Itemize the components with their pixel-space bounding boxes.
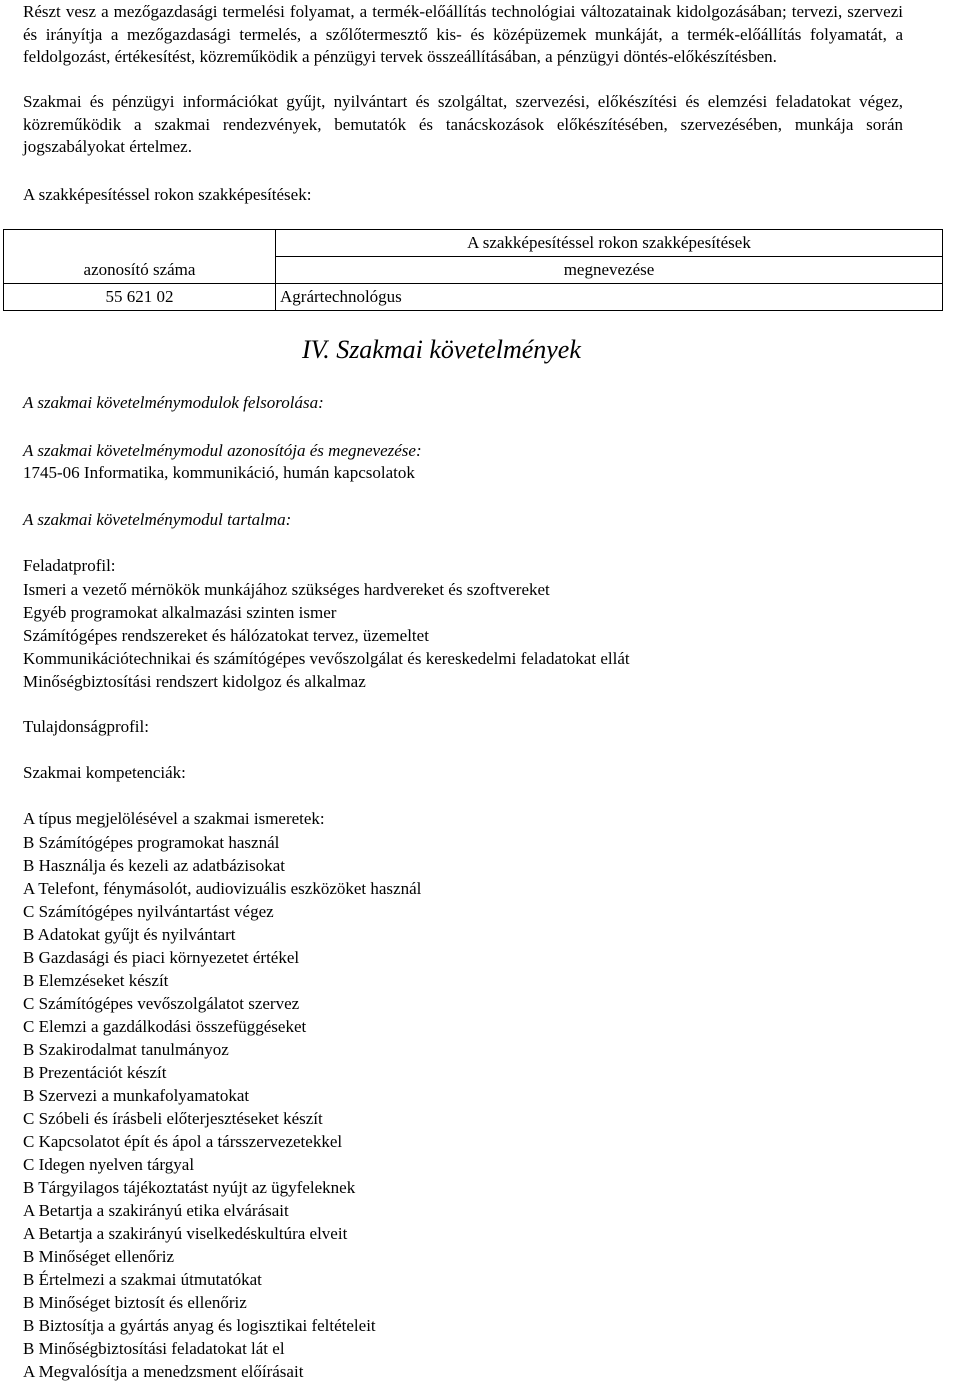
list-item: B Szervezi a munkafolyamatokat — [23, 1086, 250, 1105]
task-profile-list — [23, 578, 630, 693]
knowledge-label: A típus megjelölésével a szakmai ismeretek: — [23, 809, 325, 828]
table-col-name-header: megnevezése — [276, 257, 943, 284]
table-cell-id: 55 621 02 — [4, 284, 276, 311]
list-item: B Prezentációt készít — [23, 1063, 167, 1082]
section-title: IV. Szakmai követelmények — [302, 335, 581, 364]
module-id-label: A szakmai követelménymodul azonosítója és megnevezése: — [23, 441, 422, 460]
list-item: Kommunikációtechnikai és számítógépes vevőszolgálat és kereskedelmi feladatokat ellát — [23, 649, 630, 668]
property-profile-label: Tulajdonságprofil: — [23, 717, 149, 736]
list-item: B Minőséget biztosít és ellenőriz — [23, 1293, 247, 1312]
table-row — [4, 284, 943, 311]
list-item: C Elemzi a gazdálkodási összefüggéseket — [23, 1017, 307, 1036]
list-item: C Számítógépes nyilvántartást végez — [23, 902, 274, 921]
list-item: B Szakirodalmat tanulmányoz — [23, 1040, 229, 1059]
related-qualifications-heading: A szakképesítéssel rokon szakképesítések: — [23, 185, 312, 204]
list-item: B Biztosítja a gyártás anyag és logisztikai feltételeit — [23, 1316, 376, 1335]
list-item: C Kapcsolatot épít és ápol a társszervezetekkel — [23, 1132, 343, 1151]
module-content-label: A szakmai követelménymodul tartalma: — [23, 510, 292, 529]
list-item: B Gazdasági és piaci környezetet értékel — [23, 948, 300, 967]
list-item: B Tárgyilagos tájékoztatást nyújt az ügyfeleknek — [23, 1178, 356, 1197]
list-item: Egyéb programokat alkalmazási szinten ismer — [23, 603, 337, 622]
list-item: C Idegen nyelven tárgyal — [23, 1155, 195, 1174]
table-subheader-row — [4, 257, 943, 284]
list-item: Számítógépes rendszereket és hálózatokat tervez, üzemeltet — [23, 626, 429, 645]
list-item: Ismeri a vezető mérnökök munkájához szükséges hardvereket és szoftvereket — [23, 580, 550, 599]
module-id-value: 1745-06 Informatika, kommunikáció, humán kapcsolatok — [23, 463, 415, 482]
list-item: B Értelmezi a szakmai útmutatókat — [23, 1270, 262, 1289]
modules-list-label: A szakmai követelménymodulok felsorolása: — [23, 393, 324, 412]
knowledge-list — [23, 831, 421, 1383]
list-item: B Adatokat gyűjt és nyilvántart — [23, 925, 236, 944]
list-item: B Minőségbiztosítási feladatokat lát el — [23, 1339, 285, 1358]
list-item: A Megvalósítja a menedzsment előírásait — [23, 1362, 304, 1381]
table-header-row — [4, 230, 943, 257]
list-item: A Betartja a szakirányú etika elvárásait — [23, 1201, 289, 1220]
list-item: B Elemzéseket készít — [23, 971, 169, 990]
table-header-title: A szakképesítéssel rokon szakképesítések — [276, 230, 943, 257]
list-item: B Használja és kezeli az adatbázisokat — [23, 856, 285, 875]
list-item: Minőségbiztosítási rendszert kidolgoz és alkalmaz — [23, 672, 366, 691]
list-item: A Betartja a szakirányú viselkedéskultúra elveit — [23, 1224, 348, 1243]
table-cell-name: Agrártechnológus — [276, 284, 943, 311]
list-item: B Számítógépes programokat használ — [23, 833, 280, 852]
intro-paragraph-1: Részt vesz a mezőgazdasági termelési folyamat, a termék-előállítás technológiai változatainak kidolgozásában; tervezi, szervezi és irányítja a mezőgazdasági termelés, a szőlőtermesztő kis- és középüzemek munkáját, a termék-előállítás folyamatát, a feldolgozást, értékesítést, közreműködik a pénzügyi tervek összeállításában, a pénzügyi döntés-előkészítésben. — [23, 2, 903, 67]
list-item: B Minőséget ellenőriz — [23, 1247, 175, 1266]
list-item: A Telefont, fénymásolót, audiovizuális eszközöket használ — [23, 879, 422, 898]
intro-paragraph-2: Szakmai és pénzügyi információkat gyűjt, nyilvántart és szolgáltat, szervezési, előkészítési és elemzési feladatokat végez, közreműködik a szakmai rendezvények, bemutatók és tanácskozások előkészítésében, szervezésében, munkája során jogszabályokat értelmez. — [23, 92, 903, 157]
list-item: C Számítógépes vevőszolgálatot szervez — [23, 994, 300, 1013]
list-item: C Szóbeli és írásbeli előterjesztéseket készít — [23, 1109, 323, 1128]
related-qualifications-table — [3, 229, 943, 311]
competencies-label: Szakmai kompetenciák: — [23, 763, 186, 782]
task-profile-label: Feladatprofil: — [23, 556, 116, 575]
table-col-id-header: azonosító száma — [4, 257, 276, 284]
table-header-empty-cell — [4, 230, 276, 257]
